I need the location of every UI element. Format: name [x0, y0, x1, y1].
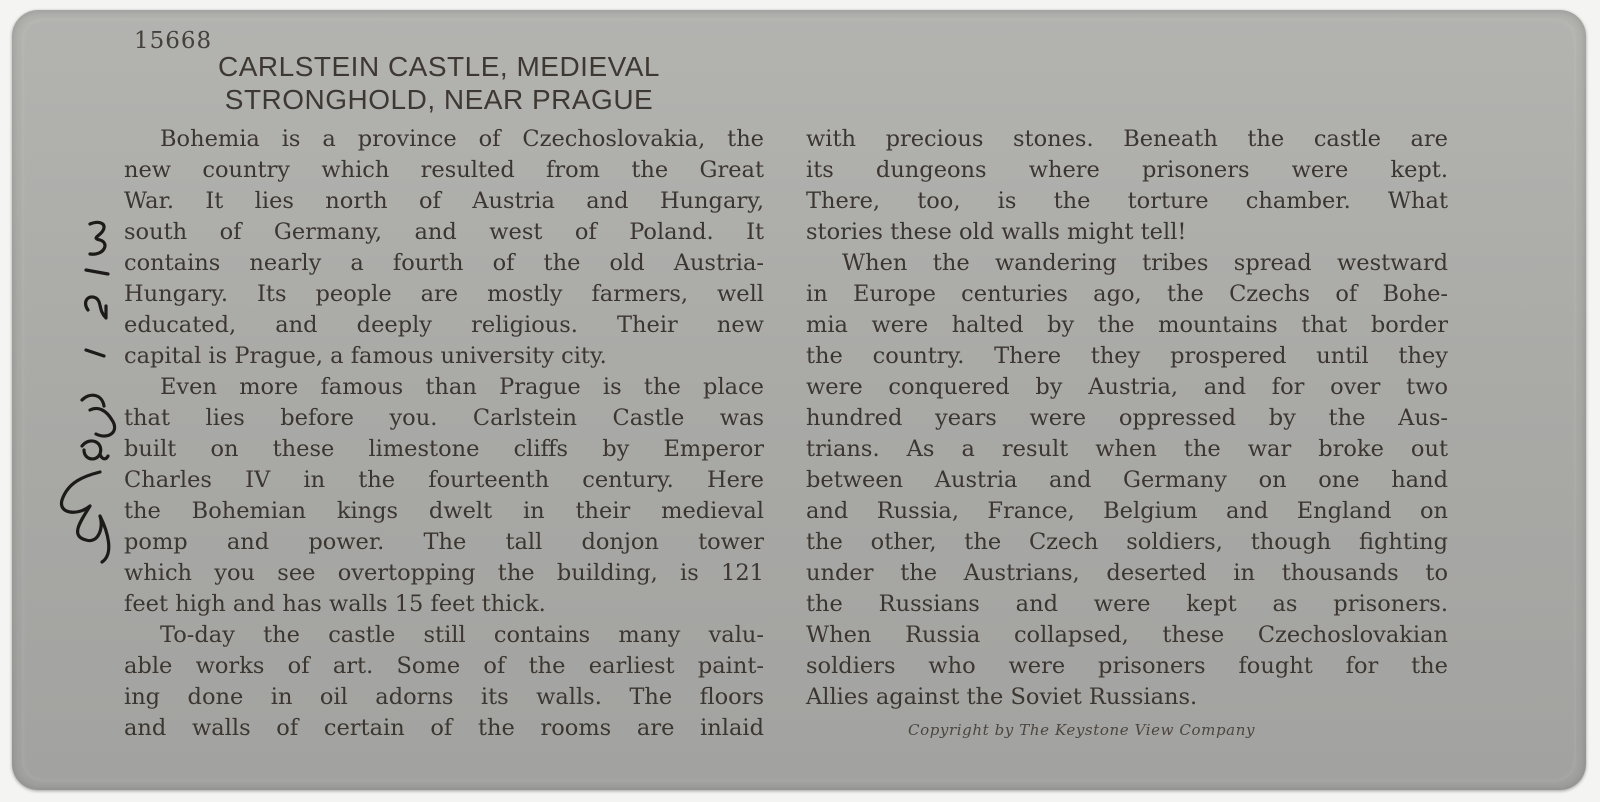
text-line: built on these limestone cliffs by Emperor — [124, 436, 764, 462]
text-line: soldiers who were prisoners fought for the — [806, 653, 1448, 679]
paragraph-carlstein — [124, 372, 764, 620]
catalog-number: 15668 — [134, 28, 213, 54]
text-line: and walls of certain of the rooms are inlaid — [124, 715, 764, 741]
text-line: Bohemia is a province of Czechoslovakia, the — [160, 126, 764, 152]
text-line: that lies before you. Carlstein Castle was — [124, 405, 764, 431]
text-line: hundred years were oppressed by the Aus- — [806, 405, 1448, 431]
text-line: There, too, is the torture chamber. What — [806, 188, 1448, 214]
text-line: mia were halted by the mountains that border — [806, 312, 1448, 338]
text-line: ing done in oil adorns its walls. The floors — [124, 684, 764, 710]
text-line: and Russia, France, Belgium and England on — [806, 498, 1448, 524]
paragraph-bohemia — [124, 124, 764, 372]
text-line: in Europe centuries ago, the Czechs of Bohe- — [806, 281, 1448, 307]
text-line: the Bohemian kings dwelt in their medieval — [124, 498, 764, 524]
text-line: between Austria and Germany on one hand — [806, 467, 1448, 493]
text-line: Even more famous than Prague is the place — [160, 374, 764, 400]
text-line: new country which resulted from the Great — [124, 157, 764, 183]
text-line: stories these old walls might tell! — [806, 219, 1187, 245]
text-line: which you see overtopping the building, is 121 — [124, 560, 764, 586]
text-line: the Russians and were kept as prisoners. — [806, 591, 1448, 617]
text-line: Charles IV in the fourteenth century. Here — [124, 467, 764, 493]
text-line: were conquered by Austria, and for over two — [806, 374, 1448, 400]
title-line-2: STRONGHOLD, NEAR PRAGUE — [224, 84, 654, 115]
text-line: capital is Prague, a famous university city. — [124, 343, 607, 369]
text-line: When the wandering tribes spread westward — [842, 250, 1448, 276]
stereoview-card-back — [12, 10, 1586, 790]
text-line: the other, the Czech soldiers, though fighting — [806, 529, 1448, 555]
left-column-text — [124, 124, 764, 744]
text-line: under the Austrians, deserted in thousands to — [806, 560, 1448, 586]
text-line: feet high and has walls 15 feet thick. — [124, 591, 546, 617]
text-line: able works of art. Some of the earliest paint- — [124, 653, 764, 679]
title-line-1: CARLSTEIN CASTLE, MEDIEVAL — [218, 51, 660, 82]
text-line: south of Germany, and west of Poland. It — [124, 219, 764, 245]
text-line: trians. As a result when the war broke out — [806, 436, 1448, 462]
copyright-notice: Copyright by The Keystone View Company — [908, 721, 1256, 739]
paragraph-dungeons — [806, 124, 1448, 248]
text-line: its dungeons where prisoners were kept. — [806, 157, 1448, 183]
text-line: the country. There they prospered until they — [806, 343, 1448, 369]
paragraph-history — [806, 248, 1448, 713]
text-line: with precious stones. Beneath the castle are — [806, 126, 1448, 152]
right-column-text — [806, 124, 1448, 713]
text-line: War. It lies north of Austria and Hungary, — [124, 188, 764, 214]
card-title — [154, 50, 724, 116]
text-line: To-day the castle still contains many valu- — [160, 622, 764, 648]
text-line: contains nearly a fourth of the old Austria- — [124, 250, 764, 276]
text-line: Allies against the Soviet Russians. — [806, 684, 1198, 710]
paragraph-art — [124, 620, 764, 744]
text-line: Hungary. Its people are mostly farmers, well — [124, 281, 764, 307]
text-line: pomp and power. The tall donjon tower — [124, 529, 764, 555]
handwritten-date-note — [42, 210, 128, 590]
text-line: educated, and deeply religious. Their new — [124, 312, 764, 338]
handwriting-drawing — [42, 210, 128, 590]
text-line: When Russia collapsed, these Czechoslovakian — [806, 622, 1448, 648]
